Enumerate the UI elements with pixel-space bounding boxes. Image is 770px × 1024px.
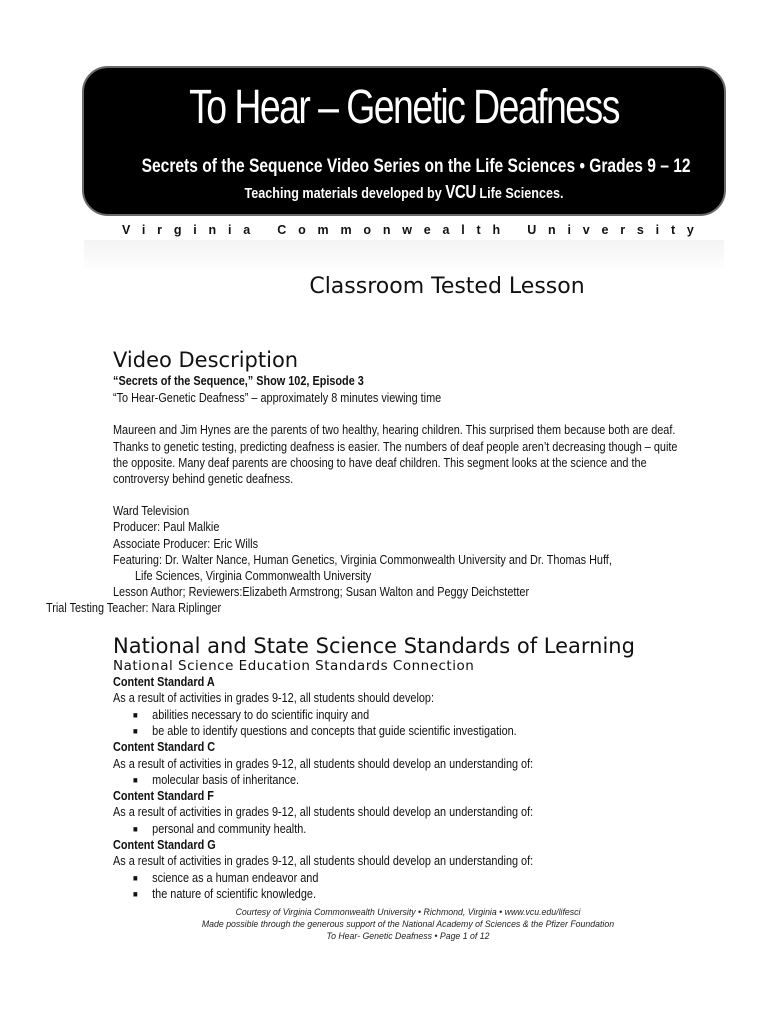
- university-name: Virginia Commonwealth University: [122, 223, 706, 237]
- title-banner: [82, 66, 726, 216]
- trial-testing-teacher: Trial Testing Teacher: Nara Riplinger: [46, 601, 222, 615]
- vcu-wordmark: VCU: [445, 182, 476, 202]
- list-item: [133, 887, 316, 901]
- banner-materials-line: [135, 182, 673, 203]
- duration-info: “To Hear-Genetic Deafness” – approximately 8 minutes viewing time: [113, 391, 442, 405]
- bullet-icon: ■: [133, 873, 138, 883]
- list-item: [133, 871, 318, 885]
- bullet-icon: ■: [133, 775, 138, 785]
- show-info: “Secrets of the Sequence,” Show 102, Episode 3: [113, 374, 364, 388]
- lesson-heading: Classroom Tested Lesson: [309, 274, 585, 299]
- footer-support: Made possible through the generous support of the National Academy of Sciences & the Pfizer Foundation: [201, 919, 615, 930]
- standards-heading: National and State Science Standards of Learning: [113, 634, 635, 658]
- list-item-text: the nature of scientific knowledge.: [152, 887, 316, 901]
- list-item-text: personal and community health.: [152, 822, 307, 836]
- credit-line: Producer: Paul Malkie: [113, 520, 220, 534]
- video-description-heading: Video Description: [113, 348, 299, 372]
- materials-suffix: Life Sciences.: [475, 185, 564, 202]
- footer-page: To Hear- Genetic Deafness • Page 1 of 12: [326, 931, 490, 942]
- description-line: the opposite. Many deaf parents are choosing to have deaf children. This segment looks at the science and the: [113, 456, 647, 470]
- credit-line: Featuring: Dr. Walter Nance, Human Genetics, Virginia Commonwealth University and Dr. Thomas Huff,: [113, 553, 612, 567]
- credit-line: Life Sciences, Virginia Commonwealth University: [135, 569, 372, 583]
- standard-title: Content Standard C: [113, 740, 216, 754]
- credit-line: Associate Producer: Eric Wills: [113, 537, 259, 551]
- footer-courtesy: Courtesy of Virginia Commonwealth University • Richmond, Virginia • www.vcu.edu/lifesci: [235, 907, 581, 918]
- list-item-text: abilities necessary to do scientific inquiry and: [152, 708, 370, 722]
- standard-title: Content Standard G: [113, 838, 216, 852]
- standard-intro: As a result of activities in grades 9-12, all students should develop an understanding of:: [113, 854, 534, 868]
- banner-shadow-band: [84, 240, 724, 272]
- list-item: [133, 773, 299, 787]
- standards-subheading: National Science Education Standards Connection: [113, 658, 475, 674]
- materials-prefix: Teaching materials developed by: [244, 185, 446, 202]
- bullet-icon: ■: [133, 710, 138, 720]
- bullet-icon: ■: [133, 726, 138, 736]
- standard-intro: As a result of activities in grades 9-12, all students should develop an understanding of:: [113, 757, 534, 771]
- list-item-text: molecular basis of inheritance.: [152, 773, 300, 787]
- description-line: Thanks to genetic testing, predicting deafness is easier. The numbers of deaf people aren’t decreasing though – quite: [113, 440, 678, 454]
- bullet-icon: ■: [133, 889, 138, 899]
- list-item: [133, 724, 517, 738]
- standard-title: Content Standard F: [113, 789, 214, 803]
- description-line: Maureen and Jim Hynes are the parents of two healthy, hearing children. This surprised them because both are deaf.: [113, 423, 676, 437]
- credit-line: Lesson Author; Reviewers:Elizabeth Armstrong; Susan Walton and Peggy Deichstetter: [113, 585, 530, 599]
- bullet-icon: ■: [133, 824, 138, 834]
- list-item-text: be able to identify questions and concepts that guide scientific investigation.: [152, 724, 517, 738]
- standard-intro: As a result of activities in grades 9-12, all students should develop:: [113, 691, 435, 705]
- list-item: [133, 822, 306, 836]
- banner-subtitle: Secrets of the Sequence Video Series on the Life Sciences • Grades 9 – 12: [141, 156, 691, 177]
- standard-title: Content Standard A: [113, 675, 215, 689]
- credit-line: Ward Television: [113, 504, 190, 518]
- banner-title: To Hear – Genetic Deafness: [189, 81, 619, 134]
- standard-intro: As a result of activities in grades 9-12, all students should develop an understanding of:: [113, 805, 534, 819]
- list-item: [133, 708, 369, 722]
- description-line: controversy behind genetic deafness.: [113, 472, 294, 486]
- list-item-text: science as a human endeavor and: [152, 871, 319, 885]
